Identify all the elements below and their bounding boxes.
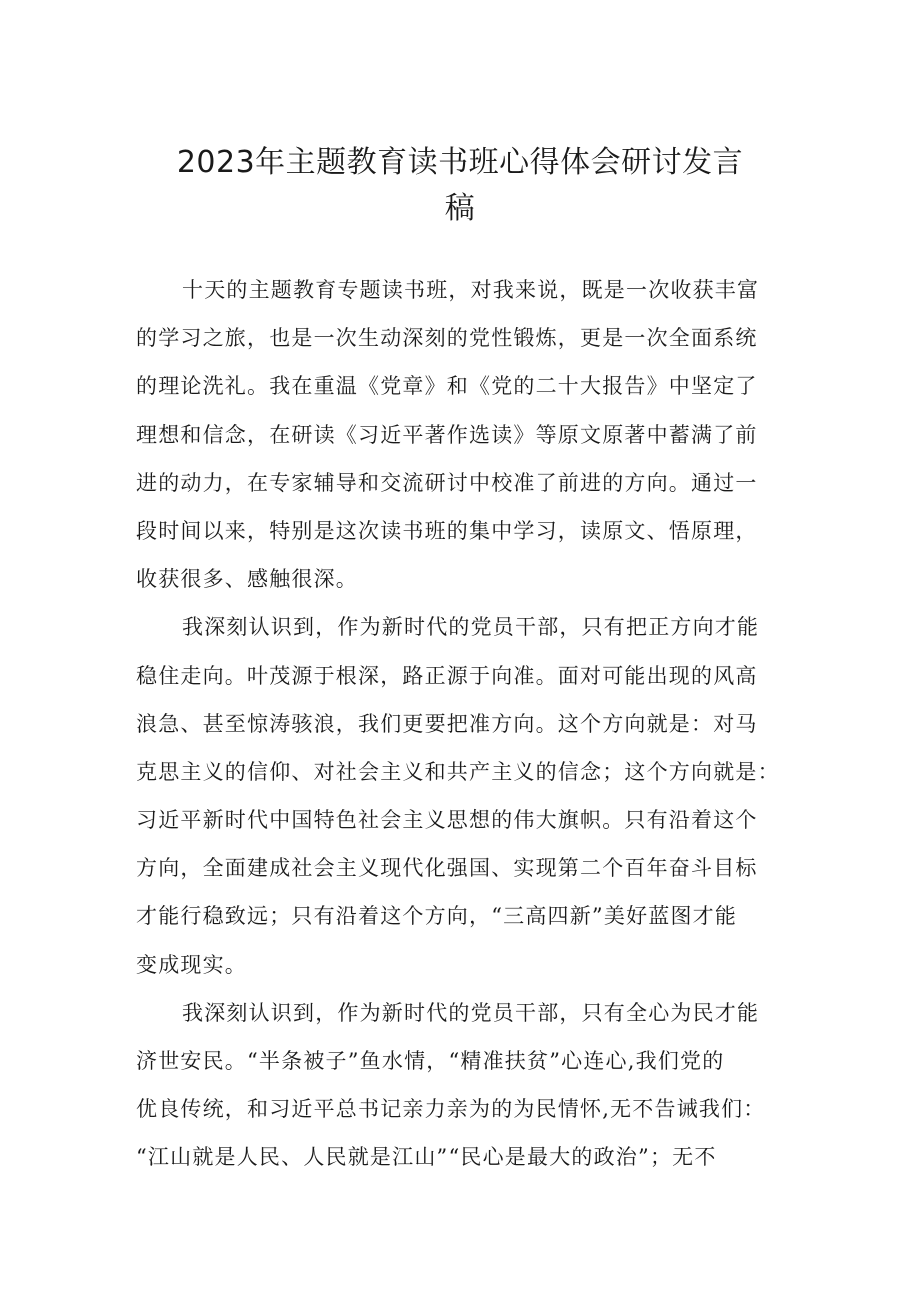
paragraph-line: 我深刻认识到，作为新时代的党员干部，只有全心为民才能 xyxy=(182,1000,760,1025)
paragraph-line: 十天的主题教育专题读书班，对我来说，既是一次收获丰富 xyxy=(182,278,760,302)
document-title xyxy=(120,140,800,232)
paragraph-line: 进的动力，在专家辅导和交流研讨中校准了前进的方向。通过一 xyxy=(136,470,758,495)
paragraph-line: 优良传统，和习近平总书记亲力亲为的为民情怀,无不告诫我们： xyxy=(136,1097,766,1122)
paragraph-line: 浪急、甚至惊涛骇浪，我们更要把准方向。这个方向就是：对马 xyxy=(136,711,758,736)
paragraph-line: 我深刻认识到，作为新时代的党员干部，只有把正方向才能 xyxy=(182,615,760,640)
paragraph-line: 收获很多、感触很深。 xyxy=(136,567,358,592)
paragraph-line: 段时间以来，特别是这次读书班的集中学习，读原文、悟原理， xyxy=(136,518,758,543)
paragraph-line: 理想和信念，在研读《习近平著作选读》等原文原著中蓄满了前 xyxy=(136,422,758,447)
title-line-2: 稿 xyxy=(444,191,476,226)
document-body xyxy=(136,272,796,1188)
paragraph-2 xyxy=(136,609,796,995)
paragraph-line: 稳住走向。叶茂源于根深，路正源于向准。面对可能出现的风高 xyxy=(136,663,758,688)
title-line-1: 2023年主题教育读书班心得体会研讨发言 xyxy=(176,145,744,180)
paragraph-line: 方向，全面建成社会主义现代化强国、实现第二个百年奋斗目标 xyxy=(136,856,758,881)
paragraph-line: 克思主义的信仰、对社会主义和共产主义的信念；这个方向就是： xyxy=(136,759,780,784)
paragraph-line: 才能行稳致远；只有沿着这个方向，“三高四新”美好蓝图才能 xyxy=(136,904,738,929)
paragraph-line: 的学习之旅，也是一次生动深刻的党性锻炼，更是一次全面系统 xyxy=(136,326,758,351)
paragraph-line: 变成现实。 xyxy=(136,952,247,977)
paragraph-line: “江山就是人民、人民就是江山”“民心是最大的政治”；无不 xyxy=(136,1145,717,1170)
paragraph-line: 习近平新时代中国特色社会主义思想的伟大旗帜。只有沿着这个 xyxy=(136,808,758,833)
paragraph-1 xyxy=(136,272,796,609)
paragraph-line: 的理论洗礼。我在重温《党章》和《党的二十大报告》中坚定了 xyxy=(136,374,758,399)
paragraph-line: 济世安民。“半条被子”鱼水情，“精准扶贫”心连心,我们党的 xyxy=(136,1049,725,1073)
paragraph-3 xyxy=(136,995,796,1188)
